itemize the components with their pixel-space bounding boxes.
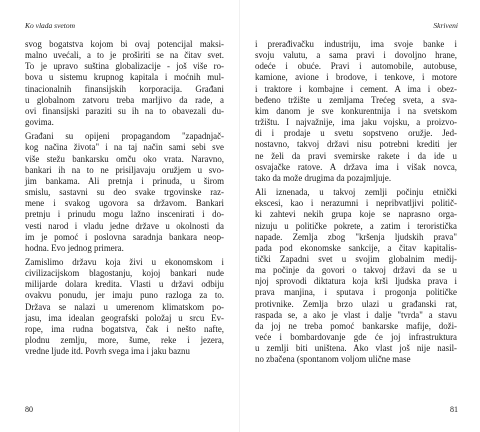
text-line: da joj ne treba pomoć bankarske mafije, doži- <box>255 320 457 331</box>
paragraph <box>255 187 457 366</box>
text-line: svoju valutu, a sama pravi i dovoljno hrane, <box>255 50 457 61</box>
text-line: ekscesi, kao i nerazumni i nepribvatljivi politič- <box>255 198 457 209</box>
running-head-left: Ko vlada svetom <box>25 21 75 30</box>
text-line: pada pod ekonomske sankcije, a čitav kapitalis- <box>255 242 457 253</box>
text-line: hodna. Evo jednog primera. <box>25 242 124 253</box>
text-line: Zamislimo državu koja živi u ekonomskom i <box>25 256 224 267</box>
text-line: i prerađivačku industriju, ima svoje banke i <box>255 39 457 49</box>
text-line: ne želi da pravi svemirske rakete i da ide u <box>255 150 457 161</box>
text-line: no zbačena (spontanom voljom ulične mase <box>255 354 411 365</box>
text-line: osvajačke ratove. A država ima i višak novca, <box>255 161 457 172</box>
text-line: nostavno, takvoj državi nisu potrebni krediti jer <box>255 139 457 150</box>
text-line: raspada se, a ako je vlast i dalje "tvrda" a stavu <box>255 309 457 320</box>
text-line: di i prodaje u svetu sopstveno oružje. Jed- <box>255 128 457 139</box>
text-line: smislu, sastavni su deo svake trgovinske raz- <box>25 187 224 198</box>
text-line: govima. <box>25 117 54 128</box>
paragraph <box>25 257 224 357</box>
right-text-block <box>255 39 457 366</box>
text-line: vredne ljude itd. Povrh svega ima i jaku baznu <box>25 346 190 357</box>
text-line: jasu, ima idealan geografski položaj u srcu Ev- <box>25 312 224 323</box>
text-line: pretnju i prinudu mogu lažno inscenirati i do- <box>25 209 224 220</box>
right-page <box>240 0 480 432</box>
paragraph <box>25 39 224 128</box>
text-line: ovakvu ponudu, jer imaju puno razloga za to. <box>25 290 224 301</box>
text-line: kim danom je sve konkurentnija i na svetskom <box>255 105 457 116</box>
text-line: napade. Zemlja zbog "kršenja ljudskih prava" <box>255 231 457 242</box>
text-line: nizuju u političke pokrete, a zatim i teroristička <box>255 220 457 231</box>
text-line: tako da može drugima da pozajmljuje. <box>255 172 392 183</box>
text-line: milijarde dolara kredita. Vlasti u državi odbiju <box>25 279 224 290</box>
text-line: Ali iznenada, u takvoj zemlji počinju etnički <box>255 187 457 198</box>
text-line: tinacionalnih finansijskih korporacija. Građani <box>25 83 224 94</box>
page-number-right: 81 <box>450 405 458 414</box>
text-line: veće i bombardovanje gde će joj infrastruktura <box>255 332 457 343</box>
text-line: jim bankama. Ali pretnja i prinuda, u širom <box>25 175 224 186</box>
text-line: rope, ima rudna bogatstva, čak i nešto nafte, <box>25 323 224 334</box>
text-line: bova u sistemu krupnog kapitala i moćnih mul- <box>25 72 224 83</box>
text-line: svog bogatstva kojom bi ovaj potencijal maksi- <box>25 39 224 49</box>
text-line: To je upravo suština globalizacije - još više ro- <box>25 61 224 72</box>
text-line: kog načina života" i na taj način sami sebi sve <box>25 142 224 153</box>
text-line: Građani su opijeni propagandom "zapadnjač- <box>25 131 224 142</box>
text-line: beđeno tržište u zemljama Trećeg sveta, a sva- <box>255 94 457 105</box>
page-number-left: 80 <box>25 405 33 414</box>
text-line: odeće i obuće. Pravi i automobile, autobuse, <box>255 61 457 72</box>
text-line: i traktore i kombajne i cement. A ima i obez- <box>255 83 457 94</box>
text-line: plodnu zemlju, more, šume, reke i jezera, <box>25 335 224 346</box>
text-line: protivnike. Zemlja brzo ulazi u građanski rat, <box>255 298 457 309</box>
text-line: kamione, avione i brodove, i tenkove, i motore <box>255 72 457 83</box>
text-line: bankari ih na to ne prisiljavaju oružjem u svo- <box>25 164 224 175</box>
text-line: ki zahtevi nekih grupa koje se naprasno orga- <box>255 209 457 220</box>
text-line: civilizacijskom blagostanju, kojoj bankari nude <box>25 268 224 279</box>
text-line: malno uvećali, a to je proširiti se na čitav svet. <box>25 50 224 61</box>
left-text-block <box>25 39 224 357</box>
text-line: vesti narod i vladu jedne države u okolnosti da <box>25 220 224 231</box>
text-line: tički Zapadni svet u svojim globalnim medij- <box>255 253 457 264</box>
text-line: više stežu bankarsku omču oko vrata. Naravno, <box>25 153 224 164</box>
text-line: mene i svakog ugovora sa državom. Bankari <box>25 198 224 209</box>
text-line: prava manjina, i sputava i progonja političke <box>255 287 457 298</box>
running-head-right: Skriveni <box>433 21 458 30</box>
text-line: tržištu. I najvažnije, ima jaku vojsku, a proizvo- <box>255 117 457 128</box>
text-line: ma počinje da govori o takvoj državi da se u <box>255 265 457 276</box>
text-line: u zemlji biti uništena. Ako vlast još nije nasil- <box>255 343 457 354</box>
text-line: Država se nalazi u umerenom klimatskom po- <box>25 301 224 312</box>
text-line: ovi finansijski paraziti su ih na to obavezali du- <box>25 105 224 116</box>
text-line: u globalnom zatvoru treba marljivo da rade, a <box>25 94 224 105</box>
paragraph <box>255 39 457 184</box>
paragraph <box>25 131 224 254</box>
text-line: im je pomoć i poslovna saradnja bankara neop- <box>25 231 224 242</box>
text-line: njoj sprovodi diktatura koja krši ljudska prava i <box>255 276 457 287</box>
